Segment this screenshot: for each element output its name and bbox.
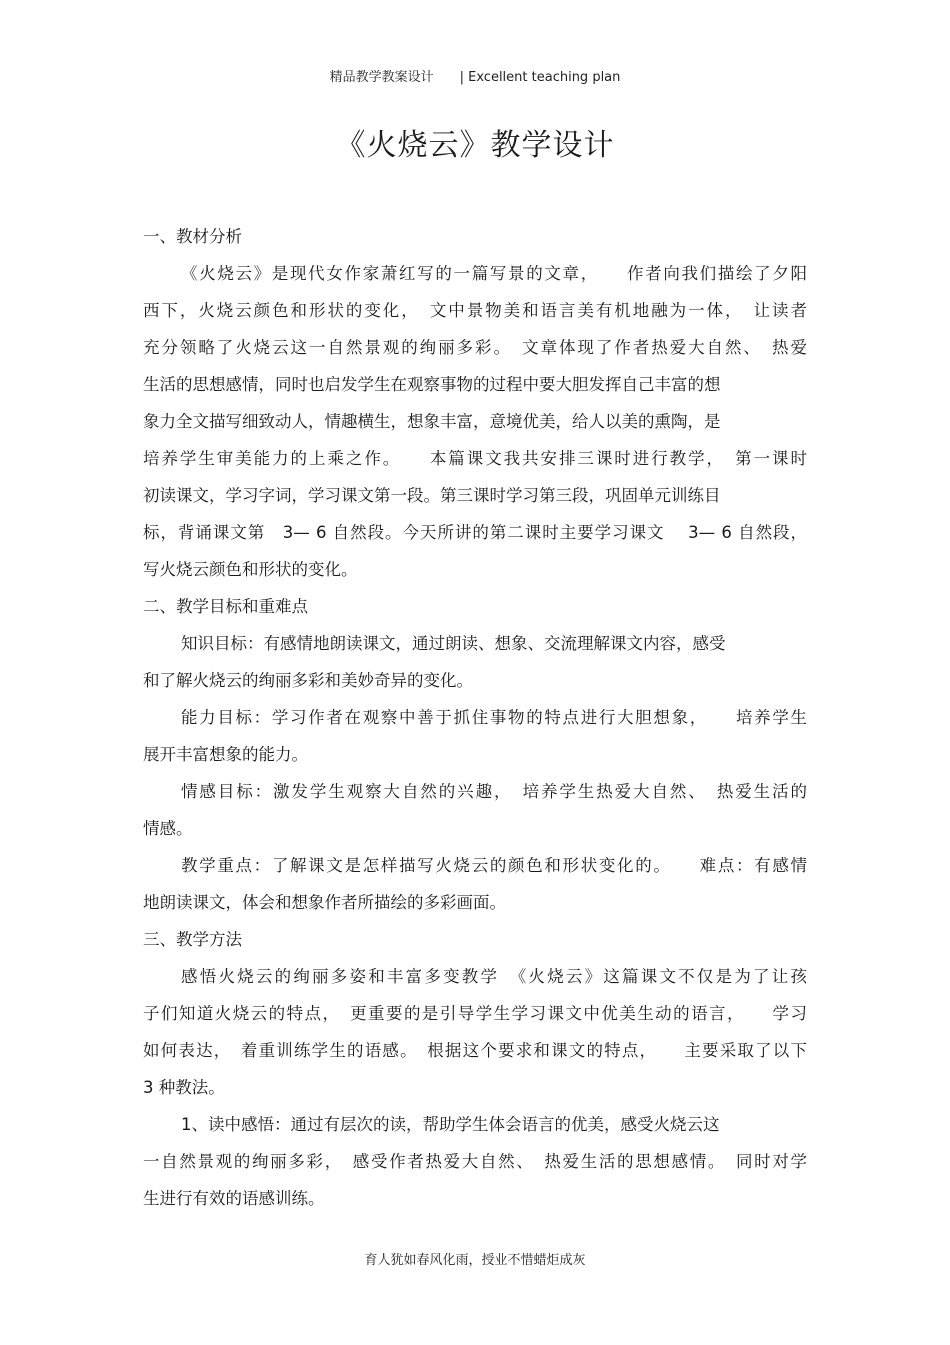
text-line: 初读课文，学习字词，学习课文第一段。第三课时学习第三段，巩固单元训练目	[143, 486, 721, 505]
text-line: 教学重点：了解课文是怎样描写火烧云的颜色和形状变化的。 难点：有感情	[181, 856, 807, 875]
text-line: 知识目标：有感情地朗读课文，通过朗读、想象、交流理解课文内容，感受	[181, 634, 726, 653]
document-title: 《火烧云》教学设计	[335, 128, 615, 163]
header-right-text: | Excellent teaching plan	[459, 70, 621, 85]
header-left-text: 精品教学教案设计	[329, 70, 434, 85]
document-body	[143, 218, 807, 1217]
text-line: 能力目标：学习作者在观察中善于抓住事物的特点进行大胆想象， 培养学生	[181, 708, 807, 727]
page-footer: 育人犹如春风化雨，授业不惜蜡炬成灰	[364, 1253, 586, 1268]
text-line: 西下，火烧云颜色和形状的变化， 文中景物美和语言美有机地融为一体， 让读者	[143, 301, 807, 320]
text-line: 象力全文描写细致动人，情趣横生，想象丰富，意境优美，给人以美的熏陶，是	[143, 412, 721, 431]
text-line: 三、教学方法	[143, 930, 242, 949]
text-line: 情感目标：激发学生观察大自然的兴趣， 培养学生热爱大自然、 热爱生活的	[181, 782, 807, 801]
text-line: 二、教学目标和重难点	[143, 597, 308, 616]
text-line: 一自然景观的绚丽多彩， 感受作者热爱大自然、 热爱生活的思想感情。 同时对学	[143, 1152, 807, 1171]
text-line: 1、读中感悟：通过有层次的读，帮助学生体会语言的优美，感受火烧云这	[181, 1115, 720, 1134]
text-line: 如何表达， 着重训练学生的语感。 根据这个要求和课文的特点， 主要采取了以下	[143, 1041, 807, 1060]
text-line: 生进行有效的语感训练。	[143, 1189, 325, 1208]
text-line: 感悟火烧云的绚丽多姿和丰富多变教学 《火烧云》这篇课文不仅是为了让孩	[181, 967, 807, 986]
text-line: 《火烧云》是现代女作家萧红写的一篇写景的文章， 作者向我们描绘了夕阳	[181, 264, 807, 283]
text-line: 标，背诵课文第 3— 6 自然段。今天所讲的第二课时主要学习课文 3— 6 自然段，	[143, 523, 807, 542]
page-header	[0, 66, 950, 85]
text-line: 一、教材分析	[143, 227, 242, 246]
text-line: 展开丰富想象的能力。	[143, 745, 308, 764]
text-line: 情感。	[143, 819, 193, 838]
text-line: 3 种教法。	[143, 1078, 225, 1097]
text-line: 充分领略了火烧云这一自然景观的绚丽多彩。 文章体现了作者热爱大自然、 热爱	[143, 338, 807, 357]
text-line: 生活的思想感情，同时也启发学生在观察事物的过程中要大胆发挥自己丰富的想	[143, 375, 721, 394]
text-line: 地朗读课文，体会和想象作者所描绘的多彩画面。	[143, 893, 506, 912]
text-line: 和了解火烧云的绚丽多彩和美妙奇异的变化。	[143, 671, 473, 690]
text-line: 子们知道火烧云的特点， 更重要的是引导学生学习课文中优美生动的语言， 学习	[143, 1004, 807, 1023]
text-line: 写火烧云颜色和形状的变化。	[143, 560, 358, 579]
text-line: 培养学生审美能力的上乘之作。 本篇课文我共安排三课时进行教学， 第一课时	[143, 449, 807, 468]
